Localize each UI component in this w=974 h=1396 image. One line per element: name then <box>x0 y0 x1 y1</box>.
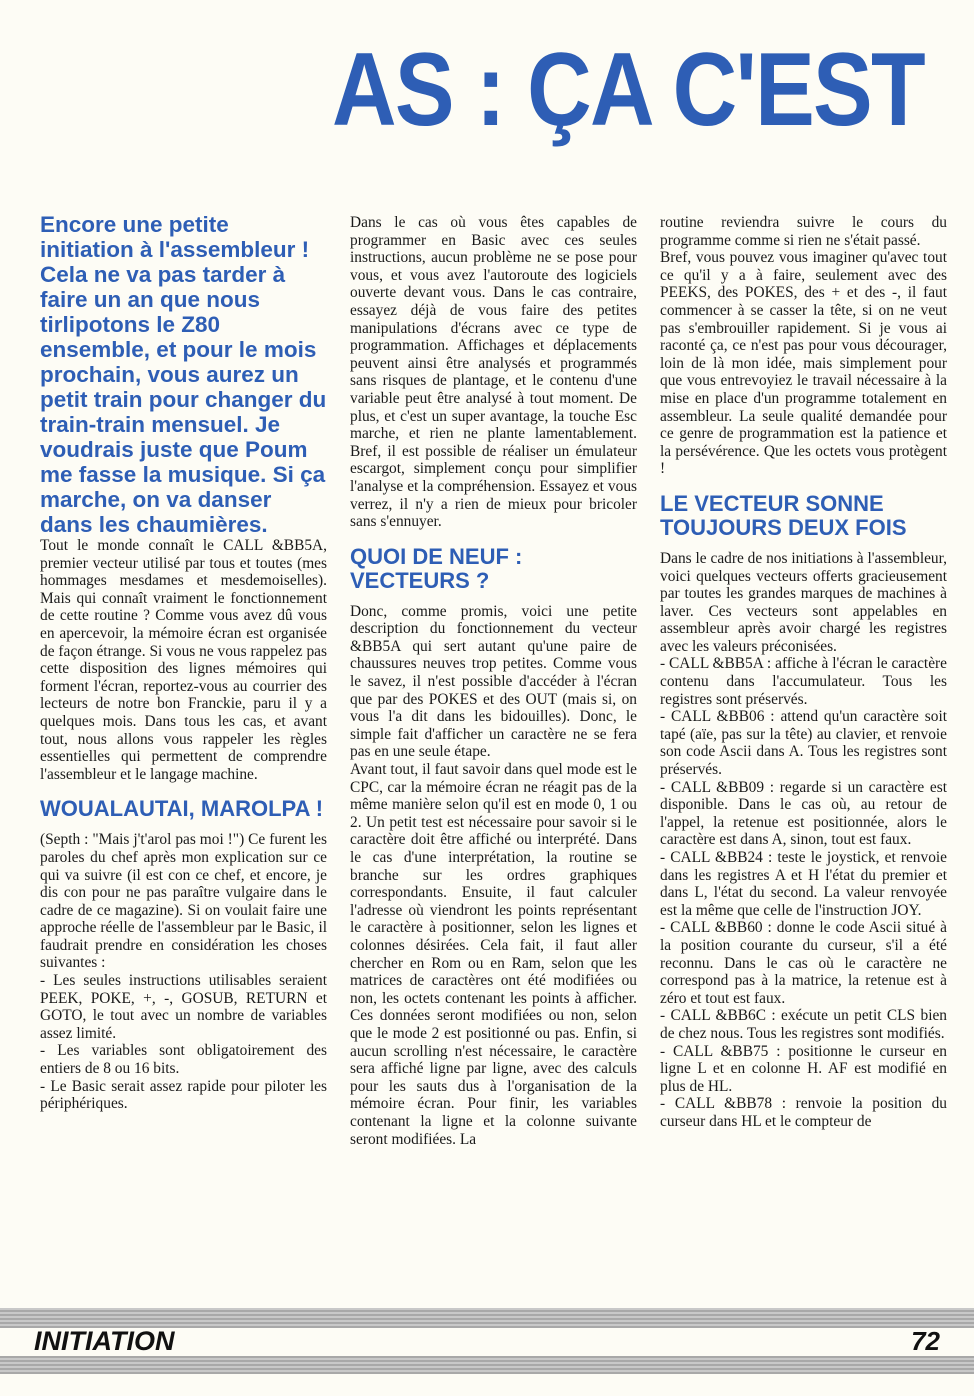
paragraph: - CALL &BB24 : teste le joystick, et renvoie dans les registres A et H l'état du premier et dans L, l'état du second. La valeur renvoyée est la même que celle de l'instruction JOY. <box>660 849 947 919</box>
section-heading: QUOI DE NEUF : VECTEURS ? <box>350 543 523 593</box>
paragraph: - CALL &BB60 : donne le code Ascii situé à la position courante du curseur, s'il a été reconnu. Dans le cas où le caractère ne correspond pas à la matrice, la retenue est à zéro et tout est faux. <box>660 919 947 1007</box>
section-heading: WOUALAUTAI, MAROLPA ! <box>40 796 324 822</box>
paragraph: Bref, vous pouvez vous imaginer qu'avec tout ce qu'il y a à faire, seulement avec des PEEKS, des POKES, des + et des -, il faut commencer à se casser la tête, si on ne veut pas s'embrouiller rapidement. Si je vous ai raconté ça, ce n'est pas pour vous décourager, loin de là mon idée, mais simplement pour que vous entrevoyiez le travail nécessaire à la mise en place d'un programme totalement en assembleur. La seule qualité demandée pour ce genre de programmation est la patience et la persévérence. Que les octets vous protègent ! <box>660 249 947 478</box>
column-3 <box>660 214 947 1131</box>
paragraph: - Les variables sont obligatoirement des entiers de 8 ou 16 bits. <box>40 1042 327 1078</box>
paragraph: - Les seules instructions utilisables seraient PEEK, POKE, +, -, GOSUB, RETURN et GOTO, le tout avec un nombre de variables assez limité. <box>40 972 327 1042</box>
paragraph: - CALL &BB06 : attend qu'un caractère soit tapé (aïe, pas sur la tête) au clavier, et renvoie son code Ascii dans A. Tous les registres sont préservés. <box>660 708 947 779</box>
paragraph: - CALL &BB6C : exécute un petit CLS bien de chez nous. Tous les registres sont modifiés. <box>660 1007 947 1042</box>
page-number: 72 <box>911 1326 940 1356</box>
footer-band <box>0 1308 974 1328</box>
paragraph: - CALL &BB5A : affiche à l'écran le caractère contenu dans l'accumulateur. Tous les registres sont préservés. <box>660 655 947 708</box>
paragraph: - CALL &BB75 : positionne le curseur en ligne L et en colonne H. AF est modifié en plus de HL. <box>660 1042 947 1095</box>
paragraph: - Le Basic serait assez rapide pour piloter les périphériques. <box>40 1077 327 1113</box>
section-label: INITIATION <box>34 1326 175 1356</box>
paragraph: Dans le cas où vous êtes capables de programmer en Basic avec ces seules instructions, aucun problème ne se pose pour vous, et vous avez l'autoroute des logiciels ouverte devant vous. Dans le cas contraire, essayez déjà de vous faire des petites manipulations d'écrans avec ce type de programmation. Affichages et déplacements peuvent ainsi être analysés et programmés sans risques de plantage, et le contenu d'une variable peut être analysé à tout moment. De plus, et c'est un super avantage, la touche Esc marche, et rien ne plante lamentablement. Bref, il est possible de réaliser un émulateur escargot, simplement conçu pour simplifier l'analyse et la compréhension. Essayez et vous verrez, il n'y a rien de mieux pour bricoler sans s'ennuyer. <box>350 214 637 531</box>
paragraph: (Septh : "Mais j't'arol pas moi !") Ce furent les paroles du chef après mon explication sur ce qui va suivre (il est con ce chef, et encore, je dis con pour ne pas paraître vulgaire dans le cadre de ce magazine). Si on voulait faire une approche réelle de l'assembleur par le Basic, il faudrait prendre en considération les choses suivantes : <box>40 831 327 972</box>
page-title: AS : ÇA C'EST <box>332 32 924 148</box>
paragraph: Donc, comme promis, voici une petite description du fonctionnement du vecteur &BB5A qui sert autant qu'une paire de chaussures neuves trop petites. Comme vous le savez, il n'est possible d'accéder à l'écran que par des POKES et des OUT (mais si, on vous l'a dit dans les bidouilles). Donc, le simple fait d'afficher un caractère ne se fera pas en une seule étape. <box>350 602 637 761</box>
intro-lead: Encore une petite initiation à l'assembleur ! Cela ne va pas tarder à faire un an que nous tirlipotons le Z80 ensemble, et pour le mois prochain, vous aurez un petit train pour changer du train-train mensuel. Je voudrais juste que Poum me fasse la musique. Si ça marche, on va danser dans les chaumières. <box>40 212 327 537</box>
paragraph: Tout le monde connaît le CALL &BB5A, premier vecteur utilisé par tous et toutes (mes hommages mesdames et mesdemoiselles). Mais qui connaît vraiment le fonctionnement de cette routine ? Comme vous avez dû vous en apercevoir, la mémoire écran est organisée de façon étrange. Si vous ne vous rappelez pas cette disposition des lignes mémoires qui forment l'écran, reportez-vous au courrier des lecteurs de notre bon Franckie, paru il y a quelques mois. Dans tous les cas, et avant tout, nous allons vous rappeler les règles essentielles qui permettent de comprendre l'assembleur et le langage machine. <box>40 537 327 783</box>
paragraph: - CALL &BB78 : renvoie la position du curseur dans HL et le compteur de <box>660 1095 947 1130</box>
column-1 <box>40 212 327 1113</box>
footer-rule <box>0 1356 974 1374</box>
paragraph: Dans le cadre de nos initiations à l'assembleur, voici quelques vecteurs offerts gracieusement par toutes les grandes marques de machines à laver. Ces vecteurs sont appelables en assembleur après avoir chargé les registres avec les valeurs préconisées. <box>660 549 947 655</box>
paragraph: Avant tout, il faut savoir dans quel mode est le CPC, car la mémoire écran ne réagit pas de la même manière selon qu'il est en mode 0, 1 ou 2. Un petit test est nécessaire pour savoir si le caractère doit être affiché ou interprété. Dans le cas d'une interprétation, la routine se branche sur les ordres graphiques correspondants. Ensuite, il faut calculer l'adresse où viendront les points représentant le caractère à positionner, selon les lignes et colonnes désirées. Cela fait, il faut aller chercher en Rom ou en Ram, selon que les matrices de caractères ont été modifiées ou non, les octets contenant les points à afficher. Ces données seront modifiées ou non, selon que le mode 2 est positionné ou pas. Enfin, si aucun scrolling n'est nécessaire, le caractère sera affiché ligne par ligne, avec des calculs pour les sauts dus à l'organisation de la mémoire écran. Pour finir, les variables contenant la ligne et la colonne suivante seront modifiées. La <box>350 761 637 1148</box>
paragraph: routine reviendra suivre le cours du programme comme si rien ne s'était passé. <box>660 214 947 249</box>
paragraph: - CALL &BB09 : regarde si un caractère est disponible. Dans le cas où, au retour de l'appel, la retenue est positionnée, alors le caractère est dans A, sinon, tout est faux. <box>660 778 947 849</box>
column-2 <box>350 214 637 1148</box>
section-heading: LE VECTEUR SONNE TOUJOURS DEUX FOIS <box>660 490 907 540</box>
